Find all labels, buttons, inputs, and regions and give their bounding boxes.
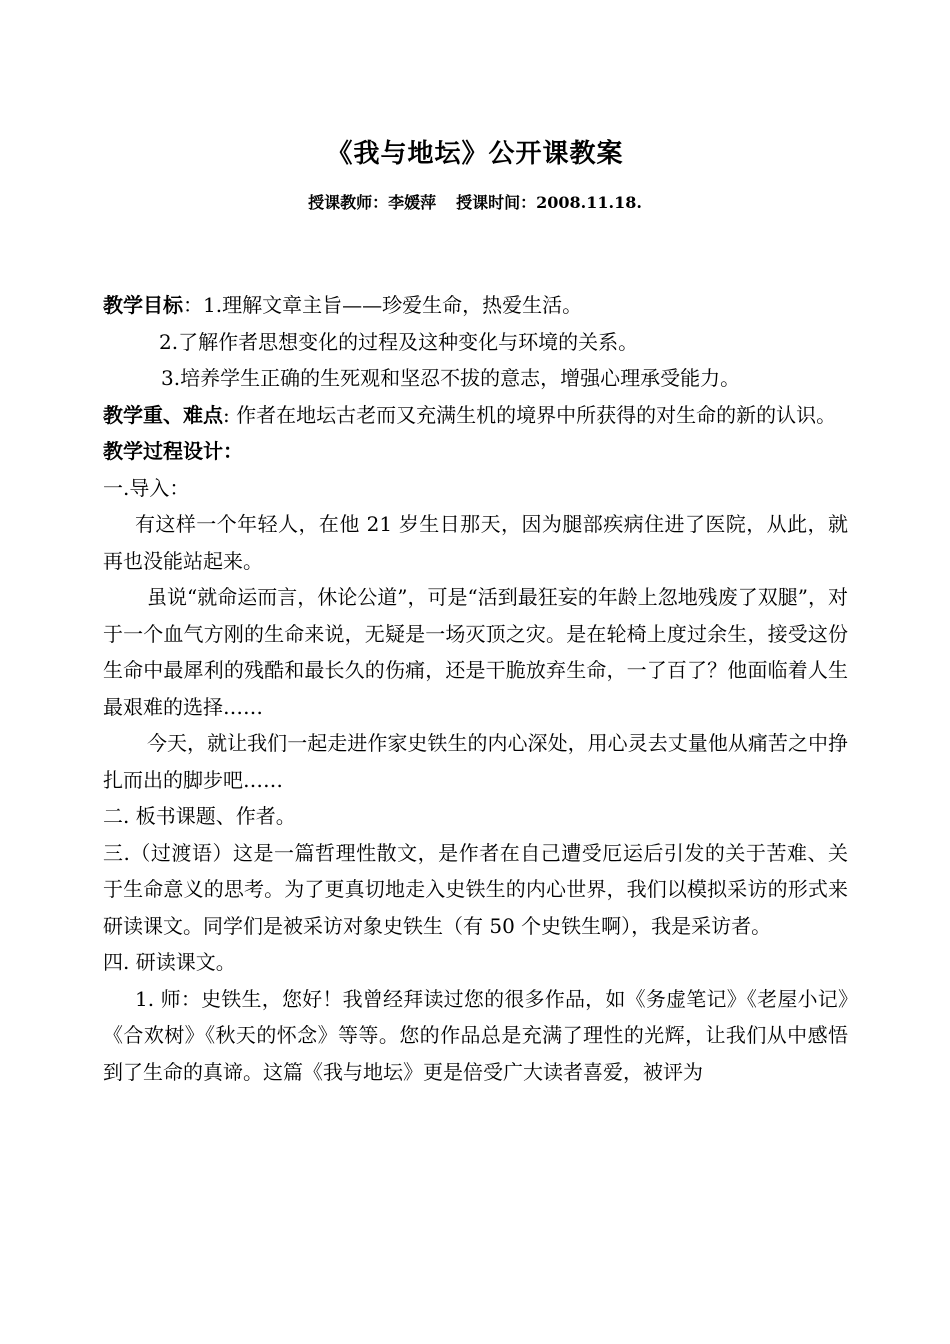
section-1-paragraph-1: 有这样一个年轻人，在他 21 岁生日那天，因为腿部疾病住进了医院，从此，就再也没能站起来。 [103, 512, 848, 573]
time-value: 2008.11.18. [536, 193, 642, 212]
goals-label: 教学目标 [103, 293, 183, 317]
goals-colon: ： [183, 293, 203, 317]
section-1-paragraph-3: 今天，就让我们一起走进作家史铁生的内心深处，用心灵去丈量他从痛苦之中挣扎而出的脚步吧…… [103, 731, 848, 792]
key-points-text: : 作者在地坛古老而又充满生机的境界中所获得的对生命的新的认识。 [223, 402, 837, 427]
section-2-heading: 二. 板书课题、作者。 [103, 804, 296, 828]
key-points-paragraph [103, 397, 848, 434]
teacher-label: 授课教师： [308, 193, 389, 212]
document-body [103, 287, 848, 1090]
goal-item-2: 2.了解作者思想变化的过程及这种变化与环境的关系。 [159, 329, 639, 354]
key-points-label: 教学重、难点 [103, 402, 223, 427]
teacher-name: 李媛萍 [388, 193, 437, 212]
goal-item-3: 3.培养学生正确的生死观和坚忍不拔的意志，增强心理承受能力。 [161, 366, 741, 390]
goal-item-1: 1.理解文章主旨——珍爱生命，热爱生活。 [203, 293, 583, 317]
section-4-heading: 四. 研读课文。 [103, 950, 236, 974]
section-3-paragraph: 三.（过渡语）这是一篇哲理性散文，是作者在自己遭受厄运后引发的关于苦难、关于生命意义的思考。为了更真切地走入史铁生的内心世界，我们以模拟采访的形式来研读课文。同学们是被采访对象史铁生（有 50 个史铁生啊），我是采访者。 [103, 840, 848, 938]
lesson-meta [0, 190, 950, 213]
time-label: 授课时间： [456, 193, 537, 212]
section-1-paragraph-2: 虽说“就命运而言，休论公道”，可是“活到最狂妄的年龄上忽地残废了双腿”，对于一个血气方刚的生命来说，无疑是一场灭顶之灾。是在轮椅上度过余生，接受这份生命中最犀利的残酷和最长久的伤痛，还是干脆放弃生命，一了百了？他面临着人生最艰难的选择…… [103, 585, 848, 719]
goals-line [103, 287, 848, 324]
process-heading: 教学过程设计： [103, 439, 243, 463]
document-title: 《我与地坛》公开课教案 [326, 139, 624, 169]
section-4-paragraph-1: 1. 师：史铁生，您好！我曾经拜读过您的很多作品，如《务虚笔记》《老屋小记》《合欢树》《秋天的怀念》等等。您的作品总是充满了理性的光辉，让我们从中感悟到了生命的真谛。这篇《我与地坛》更是倍受广大读者喜爱，被评为 [103, 986, 848, 1084]
section-1-heading: 一.导入： [103, 475, 190, 500]
